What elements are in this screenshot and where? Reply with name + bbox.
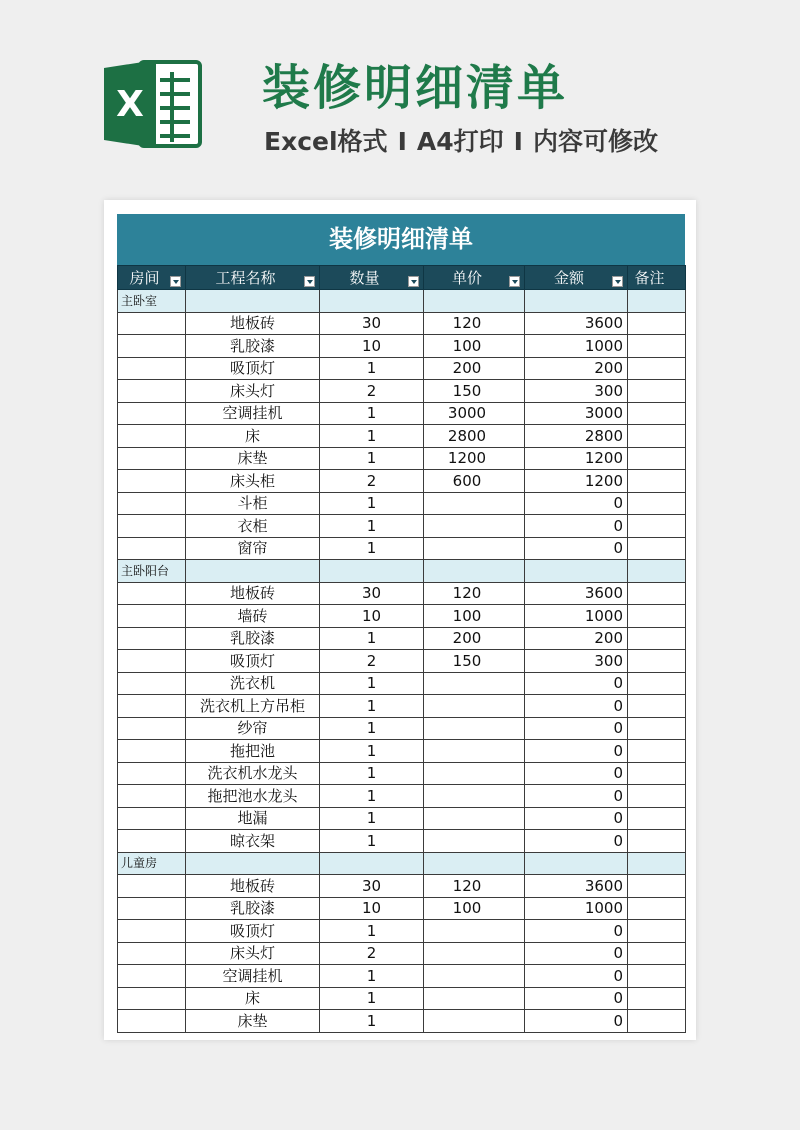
notes-cell[interactable] <box>628 1010 686 1033</box>
room-cell[interactable] <box>118 762 186 785</box>
quantity-cell[interactable]: 1 <box>320 537 424 560</box>
quantity-cell[interactable]: 30 <box>320 582 424 605</box>
notes-cell[interactable] <box>628 965 686 988</box>
room-cell[interactable] <box>118 582 186 605</box>
quantity-cell[interactable]: 1 <box>320 447 424 470</box>
quantity-cell[interactable]: 10 <box>320 335 424 358</box>
amount-cell[interactable]: 0 <box>525 807 628 830</box>
price-cell[interactable] <box>424 537 525 560</box>
room-cell[interactable] <box>118 537 186 560</box>
item-name-cell[interactable]: 床头灯 <box>186 942 320 965</box>
page-subtitle <box>264 124 658 160</box>
price-cell[interactable]: 100 <box>424 605 525 628</box>
amount-cell[interactable]: 0 <box>525 537 628 560</box>
room-cell[interactable] <box>118 650 186 673</box>
amount-cell[interactable]: 0 <box>525 1010 628 1033</box>
price-cell[interactable]: 150 <box>424 380 525 403</box>
table-row <box>118 425 686 448</box>
item-name-cell[interactable]: 墙砖 <box>186 605 320 628</box>
item-name-cell[interactable]: 乳胶漆 <box>186 335 320 358</box>
price-cell[interactable] <box>424 492 525 515</box>
table-row <box>118 447 686 470</box>
filter-dropdown-icon[interactable] <box>304 276 315 287</box>
empty-cell[interactable] <box>186 852 320 875</box>
quantity-cell[interactable]: 1 <box>320 807 424 830</box>
room-cell[interactable] <box>118 987 186 1010</box>
filter-dropdown-icon[interactable] <box>408 276 419 287</box>
item-name-cell[interactable]: 洗衣机上方吊柜 <box>186 695 320 718</box>
item-name-cell[interactable]: 衣柜 <box>186 515 320 538</box>
item-name-cell[interactable]: 拖把池水龙头 <box>186 785 320 808</box>
amount-cell[interactable]: 0 <box>525 515 628 538</box>
quantity-cell[interactable]: 10 <box>320 605 424 628</box>
table-body <box>118 290 686 1033</box>
quantity-cell[interactable]: 1 <box>320 830 424 853</box>
notes-cell[interactable] <box>628 740 686 763</box>
table-row <box>118 717 686 740</box>
amount-cell[interactable]: 1000 <box>525 897 628 920</box>
table-row <box>118 605 686 628</box>
room-cell[interactable]: 主卧室 <box>118 290 186 313</box>
notes-cell[interactable] <box>628 807 686 830</box>
quantity-cell[interactable]: 1 <box>320 987 424 1010</box>
price-cell[interactable]: 120 <box>424 875 525 898</box>
notes-cell[interactable] <box>628 650 686 673</box>
table-row <box>118 380 686 403</box>
room-cell[interactable] <box>118 717 186 740</box>
notes-cell[interactable] <box>628 717 686 740</box>
table-row <box>118 897 686 920</box>
price-cell[interactable] <box>424 762 525 785</box>
room-cell[interactable] <box>118 672 186 695</box>
column-label: 备注 <box>634 269 665 287</box>
price-cell[interactable] <box>424 942 525 965</box>
filter-dropdown-icon[interactable] <box>612 276 623 287</box>
quantity-cell[interactable]: 1 <box>320 357 424 380</box>
page-title: 装修明细清单 <box>262 60 569 116</box>
amount-cell[interactable]: 0 <box>525 717 628 740</box>
item-name-cell[interactable]: 空调挂机 <box>186 965 320 988</box>
quantity-cell[interactable]: 1 <box>320 695 424 718</box>
amount-cell[interactable]: 0 <box>525 942 628 965</box>
empty-cell[interactable] <box>186 560 320 583</box>
column-label: 金额 <box>553 269 584 287</box>
notes-cell[interactable] <box>628 627 686 650</box>
item-name-cell[interactable]: 床头灯 <box>186 380 320 403</box>
notes-cell[interactable] <box>628 875 686 898</box>
empty-cell[interactable] <box>525 560 628 583</box>
quantity-cell[interactable]: 2 <box>320 942 424 965</box>
table-row <box>118 402 686 425</box>
room-cell[interactable] <box>118 492 186 515</box>
empty-cell[interactable] <box>628 852 686 875</box>
notes-cell[interactable] <box>628 785 686 808</box>
empty-cell[interactable] <box>628 560 686 583</box>
room-cell[interactable] <box>118 447 186 470</box>
price-cell[interactable]: 150 <box>424 650 525 673</box>
item-name-cell[interactable]: 乳胶漆 <box>186 897 320 920</box>
detail-table <box>117 265 686 1033</box>
quantity-cell[interactable]: 1 <box>320 627 424 650</box>
price-cell[interactable]: 600 <box>424 470 525 493</box>
table-row <box>118 695 686 718</box>
room-cell[interactable] <box>118 627 186 650</box>
room-cell[interactable] <box>118 335 186 358</box>
item-name-cell[interactable]: 洗衣机 <box>186 672 320 695</box>
room-cell[interactable] <box>118 470 186 493</box>
amount-cell[interactable]: 3600 <box>525 582 628 605</box>
empty-cell[interactable] <box>525 852 628 875</box>
price-cell[interactable]: 100 <box>424 897 525 920</box>
amount-cell[interactable]: 3000 <box>525 402 628 425</box>
quantity-cell[interactable]: 1 <box>320 920 424 943</box>
excel-logo-icon <box>104 58 202 150</box>
room-cell[interactable] <box>118 605 186 628</box>
section-row <box>118 560 686 583</box>
subtitle-format: Excel格式 <box>264 127 388 156</box>
item-name-cell[interactable]: 地板砖 <box>186 312 320 335</box>
notes-cell[interactable] <box>628 987 686 1010</box>
page-header <box>0 0 800 200</box>
notes-cell[interactable] <box>628 897 686 920</box>
column-header-price <box>424 266 525 290</box>
amount-cell[interactable]: 0 <box>525 740 628 763</box>
notes-cell[interactable] <box>628 425 686 448</box>
table-row <box>118 807 686 830</box>
column-label: 房间 <box>129 269 160 287</box>
price-cell[interactable] <box>424 740 525 763</box>
table-row <box>118 357 686 380</box>
quantity-cell[interactable]: 1 <box>320 425 424 448</box>
quantity-cell[interactable]: 1 <box>320 672 424 695</box>
price-cell[interactable]: 200 <box>424 627 525 650</box>
quantity-cell[interactable]: 1 <box>320 965 424 988</box>
table-row <box>118 627 686 650</box>
subtitle-editable: 内容可修改 <box>532 127 658 156</box>
price-cell[interactable] <box>424 785 525 808</box>
table-row <box>118 650 686 673</box>
table-row <box>118 785 686 808</box>
notes-cell[interactable] <box>628 470 686 493</box>
table-row <box>118 1010 686 1033</box>
subtitle-separator: I <box>513 127 523 156</box>
item-name-cell[interactable]: 床垫 <box>186 447 320 470</box>
amount-cell[interactable]: 0 <box>525 492 628 515</box>
item-name-cell[interactable]: 床 <box>186 987 320 1010</box>
item-name-cell[interactable]: 吸顶灯 <box>186 920 320 943</box>
quantity-cell[interactable]: 1 <box>320 492 424 515</box>
item-name-cell[interactable]: 地板砖 <box>186 582 320 605</box>
empty-cell[interactable] <box>320 290 424 313</box>
notes-cell[interactable] <box>628 335 686 358</box>
table-row <box>118 515 686 538</box>
notes-cell[interactable] <box>628 672 686 695</box>
quantity-cell[interactable]: 2 <box>320 470 424 493</box>
notes-cell[interactable] <box>628 380 686 403</box>
table-row <box>118 740 686 763</box>
empty-cell[interactable] <box>424 290 525 313</box>
price-cell[interactable] <box>424 920 525 943</box>
amount-cell[interactable]: 0 <box>525 920 628 943</box>
amount-cell[interactable]: 1200 <box>525 470 628 493</box>
table-row <box>118 762 686 785</box>
room-cell[interactable]: 儿童房 <box>118 852 186 875</box>
notes-cell[interactable] <box>628 492 686 515</box>
item-name-cell[interactable]: 地漏 <box>186 807 320 830</box>
quantity-cell[interactable]: 2 <box>320 380 424 403</box>
price-cell[interactable] <box>424 672 525 695</box>
empty-cell[interactable] <box>424 852 525 875</box>
room-cell[interactable] <box>118 695 186 718</box>
room-cell[interactable] <box>118 897 186 920</box>
logo-letter: X <box>116 84 144 125</box>
subtitle-separator: I <box>397 127 407 156</box>
price-cell[interactable]: 120 <box>424 312 525 335</box>
price-cell[interactable]: 2800 <box>424 425 525 448</box>
subtitle-print: A4打印 <box>416 127 504 156</box>
empty-cell[interactable] <box>628 290 686 313</box>
column-header-room <box>118 266 186 290</box>
price-cell[interactable] <box>424 1010 525 1033</box>
notes-cell[interactable] <box>628 582 686 605</box>
column-header-notes <box>628 266 686 290</box>
notes-cell[interactable] <box>628 942 686 965</box>
amount-cell[interactable]: 300 <box>525 380 628 403</box>
room-cell[interactable] <box>118 830 186 853</box>
room-cell[interactable] <box>118 875 186 898</box>
empty-cell[interactable] <box>424 560 525 583</box>
price-cell[interactable]: 1200 <box>424 447 525 470</box>
amount-cell[interactable]: 2800 <box>525 425 628 448</box>
item-name-cell[interactable]: 纱帘 <box>186 717 320 740</box>
empty-cell[interactable] <box>320 852 424 875</box>
table-row <box>118 492 686 515</box>
item-name-cell[interactable]: 空调挂机 <box>186 402 320 425</box>
quantity-cell[interactable]: 1 <box>320 717 424 740</box>
empty-cell[interactable] <box>525 290 628 313</box>
table-row <box>118 875 686 898</box>
column-header-item <box>186 266 320 290</box>
column-header-amount <box>525 266 628 290</box>
filter-dropdown-icon[interactable] <box>170 276 181 287</box>
room-cell[interactable] <box>118 425 186 448</box>
table-row <box>118 312 686 335</box>
price-cell[interactable] <box>424 515 525 538</box>
room-cell[interactable] <box>118 942 186 965</box>
item-name-cell[interactable]: 床头柜 <box>186 470 320 493</box>
sheet-title: 装修明细清单 <box>117 214 685 265</box>
item-name-cell[interactable]: 窗帘 <box>186 537 320 560</box>
room-cell[interactable] <box>118 515 186 538</box>
table-row <box>118 987 686 1010</box>
item-name-cell[interactable]: 床垫 <box>186 1010 320 1033</box>
quantity-cell[interactable]: 1 <box>320 740 424 763</box>
room-cell[interactable] <box>118 312 186 335</box>
table-row <box>118 672 686 695</box>
notes-cell[interactable] <box>628 537 686 560</box>
price-cell[interactable]: 100 <box>424 335 525 358</box>
amount-cell[interactable]: 0 <box>525 695 628 718</box>
amount-cell[interactable]: 0 <box>525 672 628 695</box>
table-row <box>118 335 686 358</box>
table-row <box>118 920 686 943</box>
quantity-cell[interactable]: 1 <box>320 515 424 538</box>
item-name-cell[interactable]: 晾衣架 <box>186 830 320 853</box>
notes-cell[interactable] <box>628 830 686 853</box>
price-cell[interactable]: 200 <box>424 357 525 380</box>
quantity-cell[interactable]: 1 <box>320 785 424 808</box>
amount-cell[interactable]: 0 <box>525 987 628 1010</box>
room-cell[interactable] <box>118 740 186 763</box>
table-row <box>118 942 686 965</box>
price-cell[interactable] <box>424 807 525 830</box>
price-cell[interactable] <box>424 695 525 718</box>
section-row <box>118 852 686 875</box>
item-name-cell[interactable]: 吸顶灯 <box>186 357 320 380</box>
amount-cell[interactable]: 1200 <box>525 447 628 470</box>
filter-dropdown-icon[interactable] <box>509 276 520 287</box>
amount-cell[interactable]: 3600 <box>525 312 628 335</box>
quantity-cell[interactable]: 1 <box>320 402 424 425</box>
amount-cell[interactable]: 0 <box>525 965 628 988</box>
notes-cell[interactable] <box>628 605 686 628</box>
column-label: 单价 <box>451 269 482 287</box>
price-cell[interactable] <box>424 987 525 1010</box>
column-header-row <box>118 266 686 290</box>
column-label: 工程名称 <box>215 269 276 287</box>
spreadsheet <box>117 214 685 1033</box>
notes-cell[interactable] <box>628 312 686 335</box>
price-cell[interactable] <box>424 965 525 988</box>
amount-cell[interactable]: 200 <box>525 627 628 650</box>
quantity-cell[interactable]: 1 <box>320 762 424 785</box>
room-cell[interactable] <box>118 357 186 380</box>
column-header-qty <box>320 266 424 290</box>
room-cell[interactable] <box>118 807 186 830</box>
room-cell[interactable] <box>118 402 186 425</box>
section-row <box>118 290 686 313</box>
item-name-cell[interactable]: 斗柜 <box>186 492 320 515</box>
amount-cell[interactable]: 0 <box>525 830 628 853</box>
quantity-cell[interactable]: 30 <box>320 312 424 335</box>
item-name-cell[interactable]: 拖把池 <box>186 740 320 763</box>
room-cell[interactable] <box>118 920 186 943</box>
amount-cell[interactable]: 1000 <box>525 605 628 628</box>
amount-cell[interactable]: 200 <box>525 357 628 380</box>
quantity-cell[interactable]: 10 <box>320 897 424 920</box>
table-row <box>118 470 686 493</box>
table-row <box>118 830 686 853</box>
price-cell[interactable] <box>424 717 525 740</box>
notes-cell[interactable] <box>628 920 686 943</box>
room-cell[interactable] <box>118 1010 186 1033</box>
amount-cell[interactable]: 300 <box>525 650 628 673</box>
empty-cell[interactable] <box>186 290 320 313</box>
amount-cell[interactable]: 0 <box>525 785 628 808</box>
amount-cell[interactable]: 0 <box>525 762 628 785</box>
quantity-cell[interactable]: 2 <box>320 650 424 673</box>
room-cell[interactable] <box>118 785 186 808</box>
room-cell[interactable]: 主卧阳台 <box>118 560 186 583</box>
room-cell[interactable] <box>118 380 186 403</box>
empty-cell[interactable] <box>320 560 424 583</box>
price-cell[interactable]: 3000 <box>424 402 525 425</box>
notes-cell[interactable] <box>628 447 686 470</box>
notes-cell[interactable] <box>628 402 686 425</box>
notes-cell[interactable] <box>628 762 686 785</box>
notes-cell[interactable] <box>628 515 686 538</box>
item-name-cell[interactable]: 地板砖 <box>186 875 320 898</box>
notes-cell[interactable] <box>628 695 686 718</box>
column-label: 数量 <box>349 269 380 287</box>
amount-cell[interactable]: 1000 <box>525 335 628 358</box>
quantity-cell[interactable]: 1 <box>320 1010 424 1033</box>
table-row <box>118 965 686 988</box>
table-row <box>118 582 686 605</box>
item-name-cell[interactable]: 吸顶灯 <box>186 650 320 673</box>
item-name-cell[interactable]: 洗衣机水龙头 <box>186 762 320 785</box>
notes-cell[interactable] <box>628 357 686 380</box>
price-cell[interactable]: 120 <box>424 582 525 605</box>
room-cell[interactable] <box>118 965 186 988</box>
item-name-cell[interactable]: 乳胶漆 <box>186 627 320 650</box>
quantity-cell[interactable]: 30 <box>320 875 424 898</box>
item-name-cell[interactable]: 床 <box>186 425 320 448</box>
price-cell[interactable] <box>424 830 525 853</box>
table-row <box>118 537 686 560</box>
amount-cell[interactable]: 3600 <box>525 875 628 898</box>
